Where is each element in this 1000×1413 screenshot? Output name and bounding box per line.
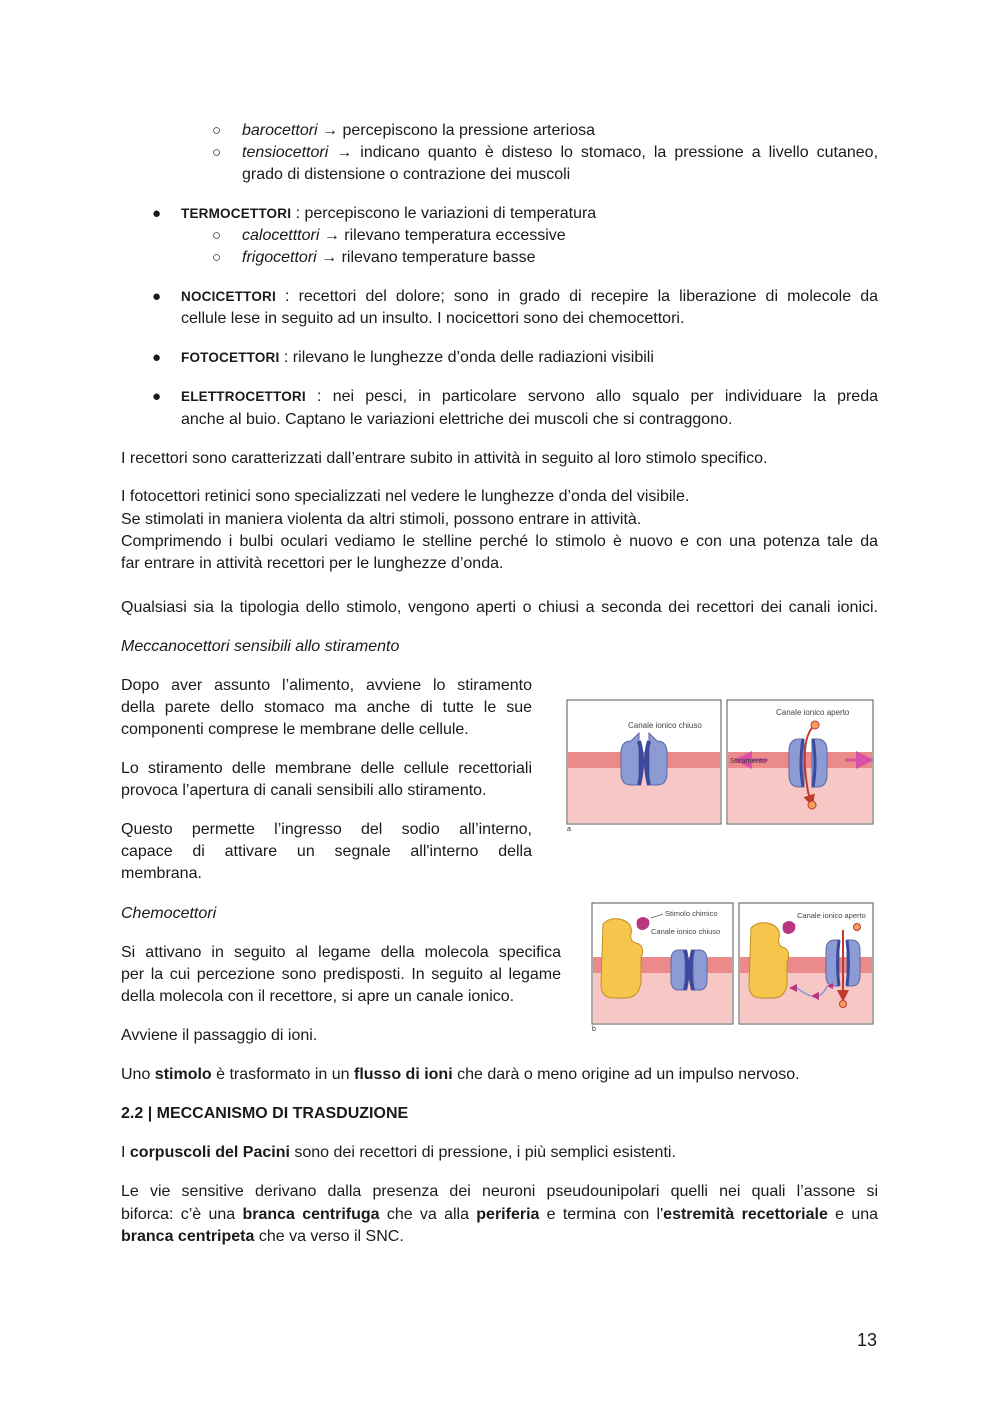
figure-chemoreceptor [589,900,878,1035]
paragraph: componenti comprese le membrane delle cellule. [121,721,469,738]
paragraph: biforca: c’è una branca centrifuga che va alla periferia e termina con l'estremità recettoriale e una [121,1206,879,1223]
paragraph: branca centripeta che va verso il SNC. [121,1228,404,1245]
list-marker: ○ [212,144,222,161]
paragraph: Se stimolati in maniera violenta da altri stimoli, possono entrare in attività. [121,511,642,528]
paragraph: Avviene il passaggio di ioni. [121,1027,318,1044]
sub-list-item: frigocettori → rilevano temperature basse [242,249,536,266]
receptor-item: TERMOCETTORI : percepiscono le variazioni di temperatura [181,205,597,222]
paragraph: capace di attivare un segnale all'interno della [121,843,532,860]
subheading: Meccanocettori sensibili allo stiramento [121,638,400,655]
bullet: ● [152,288,162,305]
stimulus-label: Stimolo chimico [665,909,718,918]
term: barocettori [242,122,318,139]
receptor-item-cont: anche al buio. Captano le variazioni elettriche dei muscoli che si contraggono. [181,411,733,428]
receptor-item-cont: cellule lese in seguito ad un insulto. I nocicettori sono dei chemocettori. [181,310,685,327]
open-channel-label: Canale ionico aperto [797,911,866,920]
paragraph: per la cui percezione sono predisposti. In seguito al legame [121,966,561,983]
list-marker: ○ [212,227,222,244]
page-number: 13 [857,1330,878,1350]
bullet: ● [152,388,162,405]
paragraph: I fotocettori retinici sono specializzati nel vedere le lunghezze d’onda del visibile. [121,488,690,505]
paragraph: Si attivano in seguito al legame della molecola specifica [121,944,561,961]
paragraph: Lo stiramento delle membrane delle cellule recettoriali [121,760,532,777]
paragraph: della parete dello stomaco ma anche di tutte le sue [121,699,532,716]
paragraph: I recettori sono caratterizzati dall’entrare subito in attività in seguito al loro stimolo specifico. [121,450,768,467]
paragraph: Questo permette l’ingresso del sodio all’interno, [121,821,532,838]
sub-list-item: tensiocettori → indicano quanto è disteso lo stomaco, la pressione a livello cutaneo, [242,144,879,161]
paragraph: Comprimendo i bulbi oculari vediamo le stelline perché lo stimolo è nuovo e con una potenza tale da [121,533,878,550]
closed-channel-label: Canale ionico chiuso [651,927,721,936]
paragraph: provoca l’apertura di canali sensibili allo stiramento. [121,782,487,799]
paragraph: far entrare in attività recettori per le lunghezze d’onda. [121,555,504,572]
paragraph: Dopo aver assunto l’alimento, avviene lo stiramento [121,677,532,694]
sub-list-item: barocettori → percepiscono la pressione arteriosa [242,122,596,139]
panel-closed [592,903,733,1024]
open-channel-label: Canale ionico aperto [776,708,850,717]
figure-letter: b [592,1026,596,1033]
figure-letter: a [567,826,571,833]
stretch-label: Stiramento [730,756,767,765]
panel-closed [567,700,721,824]
panel-open [739,903,873,1024]
paragraph: Uno stimolo è trasformato in un flusso di ioni che darà o meno origine ad un impulso nervoso. [121,1066,800,1083]
paragraph: Le vie sensitive derivano dalla presenza dei neuroni pseudounipolari quelli nei quali l’assone si [121,1183,878,1200]
sub-list-item: calocetttori → rilevano temperatura eccessive [242,227,566,244]
paragraph: membrana. [121,865,202,882]
sub-list-item-cont: grado di distensione o contrazione dei muscoli [242,166,571,183]
receptor-item: FOTOCETTORI : rilevano le lunghezze d’onda delle radiazioni visibili [181,349,654,366]
bullet: ● [152,349,162,366]
paragraph: della molecola con il recettore, si apre un canale ionico. [121,988,515,1005]
section-heading: 2.2 | MECCANISMO DI TRASDUZIONE [121,1105,409,1122]
figure-mechanoreceptor [563,697,878,835]
subheading: Chemocettori [121,905,217,922]
bullet: ● [152,205,162,222]
receptor-item: NOCICETTORI : recettori del dolore; sono in grado di recepire la liberazione di molecole da [181,288,878,305]
paragraph: I corpuscoli del Pacini sono dei recettori di pressione, i più semplici esistenti. [121,1144,676,1161]
paragraph: Qualsiasi sia la tipologia dello stimolo, vengono aperti o chiusi a seconda dei recettori dei canali ionici. [121,599,878,616]
list-marker: ○ [212,249,222,266]
closed-channel-label: Canale ionico chiuso [628,721,702,730]
panel-open [727,700,873,824]
list-marker: ○ [212,122,222,139]
receptor-item: ELETTROCETTORI : nei pesci, in particolare servono allo squalo per individuare la preda [181,388,878,405]
